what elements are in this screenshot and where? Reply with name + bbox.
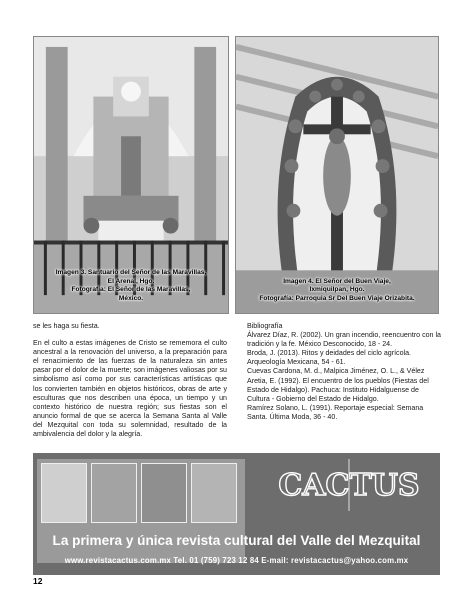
photo-caption-left [34,269,228,303]
magazine-cover [91,463,137,523]
caption-line: El Arenal, Hgo. [107,277,155,285]
cactus-magazine-ad [33,453,440,575]
magazine-cover [41,463,87,523]
logo-lettering: CACTUS [278,468,420,503]
caption-line: Fotografía: El Señor de las Maravillas, [71,286,191,294]
body-paragraph: En el culto a estas imágenes de Cristo se rememora el culto ancestral a la renovación del universo, a la preparación para el renacimiento de las fuerzas de la naturaleza sin antes pasar por el dolor de la muerte; son imágenes valiosas por su simbolismo así como por sus características artísticas que los convierten también en objetos históricos, obras de arte y esculturas que nos describen una época, un tiempo y un contexto histórico de nuestra región; sus fiestas son el anuncio formal de que se acerca la Semana Santa al Valle del Mezquital con toda su solemnidad, resultado de la ambivalencia del dolor y la alegría. [33,339,228,439]
body-paragraph: se les haga su fiesta. [33,322,100,330]
ad-headline: La primera y única revista cultural del Valle del Mezquital [52,533,421,548]
crucifix-image [236,37,438,313]
bibliography [247,322,443,422]
bibliography-entry: Ramírez Solano, L. (1991). Reportaje especial: Semana Santa. Última Moda, 36 - 40. [247,403,424,421]
caption-line: México. [118,294,144,302]
bibliography-heading: Bibliografía [247,322,283,330]
photo-senor-buen-viaje [235,36,439,314]
cactus-logo [261,455,437,515]
photo-caption-right [236,278,438,303]
ad-contact-line: www.revistacactus.com.mx Tel. 01 (759) 723 12 84 E-mail: revistacactus@yahoo.com.mx [64,556,409,565]
bibliography-entry: Cuevas Cardona, M. d., Malpica Jiménez, O. L., & Vélez Aretia, E. (1992). El encuentro de los pueblos (Fiestas del Estado de Hidalgo). Pachuca: Instituto Hidalguense de Cultura - Gobierno del Estado de Hidalgo. [247,367,429,403]
caption-line: Ixmiquilpan, Hgo. [309,286,365,294]
magazine-cover [141,463,187,523]
body-text-column [33,322,227,447]
caption-line: Imagen 3. Santuario del Señor de las Maravillas, [55,269,207,277]
caption-line: Imagen 4. El Señor del Buen Viaje, [283,277,391,285]
bibliography-entry: Álvarez Díaz, R. (2002). Un gran incendio, reencuentro con la tradición y la fe. México Desconocido, 18 - 24. [247,331,441,349]
caption-line: Fotografía: Parroquia Sr Del Buen Viaje Orizabita. [259,294,415,302]
photo-santuario [33,36,229,314]
bibliography-entry: Broda, J. (2013). Ritos y deidades del ciclo agrícola. Arqueología Mexicana, 54 - 61. [247,349,412,367]
page-number: 12 [33,576,43,586]
magazine-cover [191,463,237,523]
